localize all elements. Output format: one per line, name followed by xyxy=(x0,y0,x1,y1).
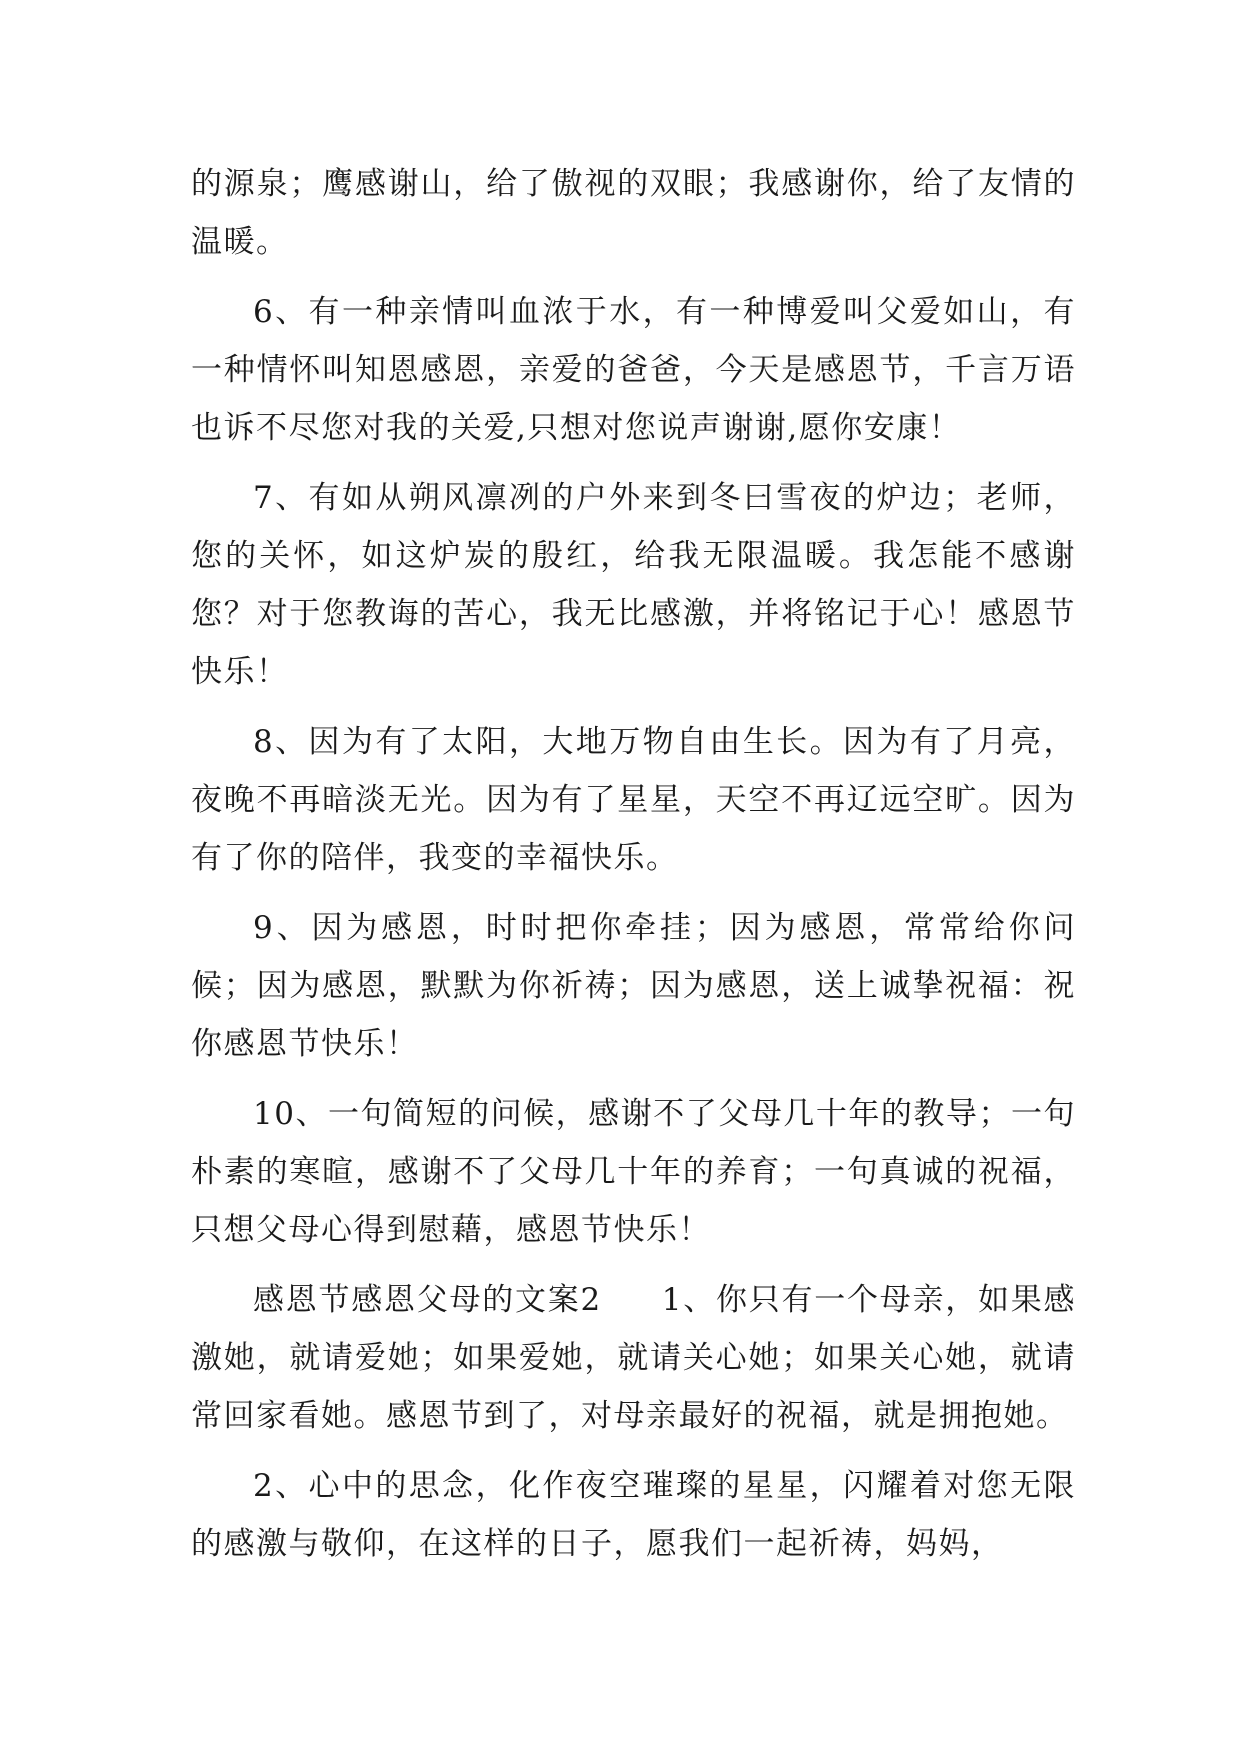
section-paragraph xyxy=(191,1271,1076,1445)
paragraph-section-item-2: 2、心中的思念，化作夜空璀璨的星星，闪耀着对您无限的感激与敬仰，在这样的日子，愿我们一起祈祷，妈妈， xyxy=(191,1468,1076,1562)
paragraph-continued: 的源泉；鹰感谢山，给了傲视的双眼；我感谢你，给了友情的温暖。 xyxy=(191,166,1076,260)
paragraph-item-8: 8、因为有了太阳，大地万物自由生长。因为有了月亮，夜晚不再暗淡无光。因为有了星星，天空不再辽远空旷。因为有了你的陪伴，我变的幸福快乐。 xyxy=(191,724,1076,876)
paragraph-item-9: 9、因为感恩，时时把你牵挂；因为感恩，常常给你问候；因为感恩，默默为你祈祷；因为感恩，送上诚挚祝福：祝你感恩节快乐！ xyxy=(191,910,1076,1062)
paragraph-item-7: 7、有如从朔风凛冽的户外来到冬曰雪夜的炉边；老师，您的关怀，如这炉炭的殷红，给我无限温暖。我怎能不感谢您？对于您教诲的苦心，我无比感激，并将铭记于心！感恩节快乐！ xyxy=(191,480,1076,690)
section-heading: 感恩节感恩父母的文案2 xyxy=(253,1282,602,1318)
paragraph-item-10: 10、一句简短的问候，感谢不了父母几十年的教导；一句朴素的寒暄，感谢不了父母几十年的养育；一句真诚的祝福，只想父母心得到慰藉，感恩节快乐！ xyxy=(191,1096,1076,1248)
document-body xyxy=(191,155,1076,1585)
section-item-1: 1、你只有一个母亲，如果感激她，就请爱她；如果爱她，就请关心她；如果关心她，就请常回家看她。感恩节到了，对母亲最好的祝福，就是拥抱她。 xyxy=(191,1282,1076,1434)
paragraph-item-6: 6、有一种亲情叫血浓于水，有一种博爱叫父爱如山，有一种情怀叫知恩感恩，亲爱的爸爸，今天是感恩节，千言万语也诉不尽您对我的关爱,只想对您说声谢谢,愿你安康！ xyxy=(191,294,1076,446)
